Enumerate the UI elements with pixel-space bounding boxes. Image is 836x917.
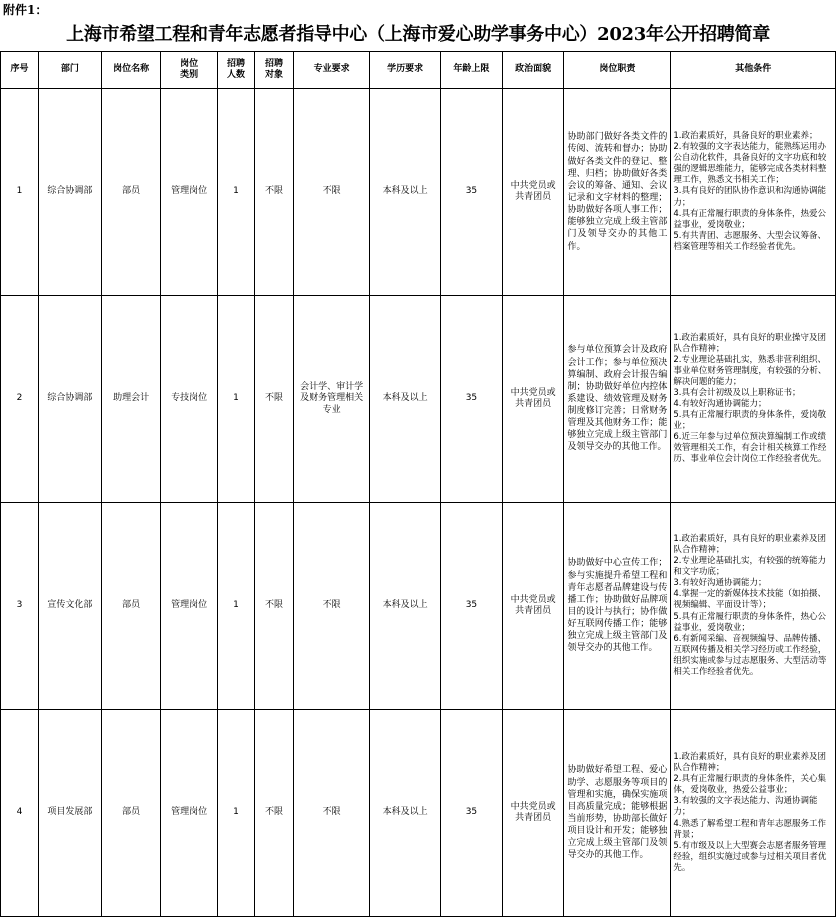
cell-other (671, 89, 836, 296)
cell-count: 1 (217, 296, 254, 503)
cell-target: 不限 (254, 503, 293, 710)
header-duty: 岗位职责 (564, 52, 671, 89)
table-row (1, 89, 836, 296)
condition-item: 4.具有正常履行职责的身体条件，热爱公益事业，爱岗敬业； (673, 208, 827, 230)
politics-line: 共青团员 (515, 813, 552, 823)
header-politics: 政治面貌 (502, 52, 564, 89)
condition-item: 4.有较好沟通协调能力； (673, 399, 767, 409)
cell-category: 专技岗位 (161, 296, 218, 503)
cell-politics (502, 710, 564, 917)
cell-age: 35 (441, 89, 503, 296)
cell-count: 1 (217, 89, 254, 296)
header-dept: 部门 (39, 52, 102, 89)
cell-major: 不限 (294, 89, 370, 296)
page-title: 上海市希望工程和青年志愿者指导中心（上海市爱心助学事务中心）2023年公开招聘简章 (66, 24, 770, 45)
table-row (1, 296, 836, 503)
cell-count: 1 (217, 503, 254, 710)
header-major: 专业要求 (294, 52, 370, 89)
attachment-label: 附件1： (3, 3, 48, 17)
condition-item: 3.有较强的文字表达能力、沟通协调能力； (673, 796, 818, 818)
cell-duty: 协助部门做好各类文件的传阅、流转和督办；协助做好各类文件的登记、整理、归档；协助做好各类会议的筹备、通知、会议记录和文字材料的整理；协助做好各项人事工作；能够独立完成上级主管部门及领导交办的其他工作。 (564, 89, 671, 296)
cell-category: 管理岗位 (161, 710, 218, 917)
condition-item: 3.有较好沟通协调能力； (673, 578, 767, 589)
cell-politics (502, 503, 564, 710)
header-category-line: 岗位 (180, 58, 199, 69)
condition-item: 1.政治素质好，具有良好的职业素养及团队合作精神； (673, 534, 827, 556)
cell-duty: 协助做好中心宣传工作；参与实施提升希望工程和青年志愿者品牌建设与传播工作；协助做好品牌项目的设计与执行；协作做好互联网传播工作；能够独立完成上级主管部门及领导交办的其他工作。 (564, 503, 671, 710)
condition-item: 1.政治素质好，具有良好的职业操守及团队合作精神； (673, 332, 827, 354)
header-count-line: 人数 (226, 70, 245, 80)
cell-target: 不限 (254, 89, 293, 296)
cell-count: 1 (217, 710, 254, 917)
cell-other (671, 503, 836, 710)
cell-age: 35 (441, 503, 503, 710)
table-row (1, 503, 836, 710)
cell-education: 本科及以上 (370, 503, 441, 710)
condition-item: 6.近三年参与过单位预决算编制工作或绩效管理相关工作，有会计相关核算工作经历、事业单位会计岗位工作经验者优先。 (673, 432, 827, 465)
condition-item: 5.有共青团、志愿服务、大型会议筹备、档案管理等相关工作经验者优先。 (673, 230, 827, 252)
cell-education: 本科及以上 (370, 296, 441, 503)
cell-age: 35 (441, 296, 503, 503)
condition-item: 5.有市级及以上大型赛会志愿者服务管理经验，组织实施过或参与过相关项目者优先。 (673, 840, 827, 873)
cell-dept: 项目发展部 (39, 710, 102, 917)
cell-dept: 宣传文化部 (39, 503, 102, 710)
header-target (254, 52, 293, 89)
header-position: 岗位名称 (101, 52, 161, 89)
cell-dept: 综合协调部 (39, 296, 102, 503)
cell-category: 管理岗位 (161, 89, 218, 296)
condition-item: 2.有较强的文字表达能力，能熟练运用办公自动化软件，具备良好的文字功底和较强的逻辑思维能力，能够完成各类材料整理工作，熟悉文书相关工作； (673, 142, 827, 186)
cell-education: 本科及以上 (370, 89, 441, 296)
cell-major: 不限 (294, 503, 370, 710)
header-count (217, 52, 254, 89)
cell-target: 不限 (254, 710, 293, 917)
cell-position: 部员 (101, 89, 161, 296)
condition-item: 6.有新闻采编、音视频编导、品牌传播、互联网传播及相关学习经历或工作经验，组织实施或参与过志愿服务、大型活动等相关工作经验者优先。 (673, 633, 827, 677)
cell-education: 本科及以上 (370, 710, 441, 917)
cell-duty: 参与单位预算会计及政府会计工作；参与单位预决算编制、政府会计报告编制；协助做好单位内控体系建设、绩效管理及财务制度修订完善；日常财务管理及其他财务工作；能够独立完成上级主管部门及领导交办的其他工作。 (564, 296, 671, 503)
cell-position: 部员 (101, 503, 161, 710)
header-category-line: 类别 (180, 70, 199, 80)
cell-major: 会计学、审计学及财务管理相关专业 (294, 296, 370, 503)
table-row (1, 710, 836, 917)
header-count-line: 招聘 (226, 58, 245, 69)
cell-major: 不限 (294, 710, 370, 917)
cell-politics (502, 296, 564, 503)
cell-position: 部员 (101, 710, 161, 917)
condition-item: 3.具有良好的团队协作意识和沟通协调能力； (673, 186, 827, 208)
cell-dept: 综合协调部 (39, 89, 102, 296)
header-education: 学历要求 (370, 52, 441, 89)
cell-seq: 3 (1, 503, 39, 710)
cell-other (671, 710, 836, 917)
recruitment-table (0, 51, 836, 917)
cell-position: 助理会计 (101, 296, 161, 503)
politics-line: 中共党员或 (510, 594, 556, 605)
cell-seq: 2 (1, 296, 39, 503)
header-category (161, 52, 218, 89)
condition-item: 4.熟悉了解希望工程和青年志愿服务工作背景； (673, 818, 827, 840)
header-age: 年龄上限 (441, 52, 503, 89)
cell-other (671, 296, 836, 503)
table-header-row (1, 52, 836, 89)
politics-line: 中共党员或 (510, 387, 556, 398)
cell-politics (502, 89, 564, 296)
politics-line: 中共党员或 (510, 180, 556, 191)
header-target-line: 招聘 (264, 58, 283, 69)
condition-item: 2.专业理论基础扎实，有较强的统筹能力和文字功底； (673, 556, 827, 578)
cell-seq: 1 (1, 89, 39, 296)
condition-item: 3.具有会计初级及以上职称证书； (673, 387, 801, 398)
politics-line: 共青团员 (515, 399, 552, 409)
header-other: 其他条件 (671, 52, 836, 89)
condition-item: 5.具有正常履行职责的身体条件，热心公益事业，爱岗敬业； (673, 611, 827, 633)
cell-duty: 协助做好希望工程、爱心助学、志愿服务等项目的管理和实施，确保实施项目高质量完成；能够根据当前形势，协助部长做好项目设计和开发；能够独立完成上级主管部门及领导交办的其他工作。 (564, 710, 671, 917)
cell-target: 不限 (254, 296, 293, 503)
cell-seq: 4 (1, 710, 39, 917)
condition-item: 4.掌握一定的新媒体技术技能（如拍摄、视频编辑、平面设计等）； (673, 589, 827, 611)
politics-line: 中共党员或 (510, 801, 556, 812)
condition-item: 5.具有正常履行职责的身体条件，爱岗敬业； (673, 410, 827, 432)
cell-age: 35 (441, 710, 503, 917)
condition-item: 2.具有正常履行职责的身体条件，关心集体，爱岗敬业，热爱公益事业； (673, 774, 827, 796)
politics-line: 共青团员 (515, 606, 552, 616)
politics-line: 共青团员 (515, 192, 552, 202)
header-seq: 序号 (1, 52, 39, 89)
condition-item: 1.政治素质好，具有良好的职业素养及团队合作精神； (673, 752, 827, 774)
cell-category: 管理岗位 (161, 503, 218, 710)
header-target-line: 对象 (264, 70, 283, 80)
condition-item: 2.专业理论基础扎实，熟悉非营利组织、事业单位财务管理制度，有较强的分析、解决问题的能力； (673, 354, 827, 387)
condition-item: 1.政治素质好，具备良好的职业素养； (673, 131, 818, 142)
